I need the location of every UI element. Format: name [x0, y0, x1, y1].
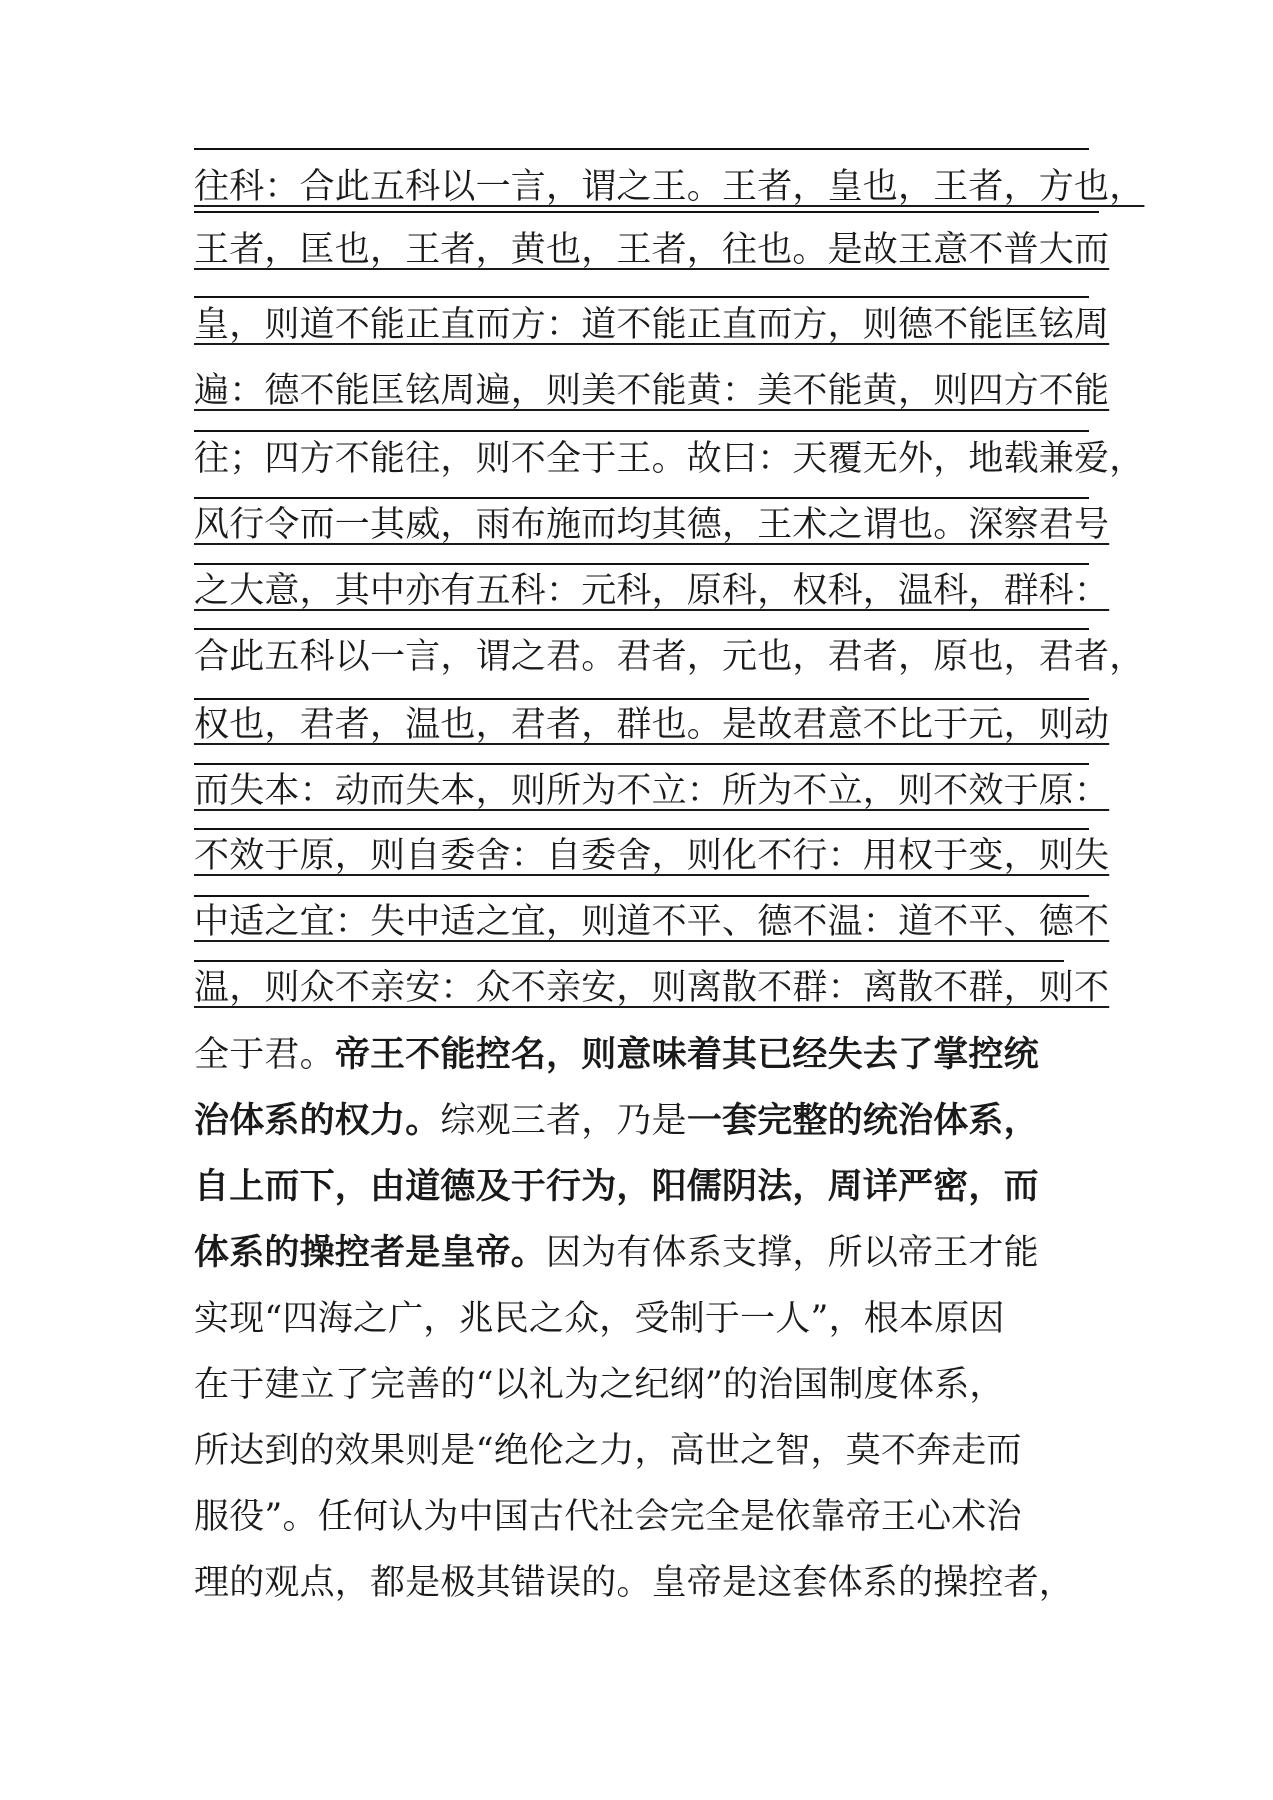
text-line: [194, 162, 1145, 212]
horizontal-rule: [194, 628, 1089, 630]
text-line: [194, 1426, 1094, 1476]
text-segment: 遍：德不能匡铉周遍，则美不能黄：美不能黄，则四方不能: [194, 371, 1110, 411]
text-line: [194, 366, 1110, 416]
horizontal-rule: [194, 497, 1089, 499]
bold-text-segment: 自上而下，由道德及于行为，阳儒阴法，周详严密，而: [194, 1166, 1039, 1207]
text-line: [194, 897, 1110, 947]
horizontal-rule: [194, 763, 1089, 765]
text-segment: 不效于原，则自委舍：自委舍，则化不行：用权于变，则失: [194, 836, 1110, 876]
text-segment: 理的观点，都是极其错误的。皇帝是这套体系的操控者，: [194, 1563, 1075, 1603]
text-line: [194, 700, 1110, 750]
text-segment: 所达到的效果则是“绝伦之力，高世之智，莫不奔走而: [194, 1431, 1022, 1471]
text-line: [194, 225, 1110, 275]
text-line: [194, 500, 1110, 550]
text-segment: 之大意，其中亦有五科：元科，原科，权科，温科，群科：: [194, 571, 1110, 611]
text-line: [194, 1558, 1094, 1608]
horizontal-rule: [194, 296, 1089, 298]
text-line: [194, 300, 1110, 350]
text-line: [194, 434, 1145, 484]
text-line: [194, 566, 1110, 616]
text-line: [194, 1492, 1094, 1542]
text-line: [194, 1360, 1094, 1410]
text-segment: 中适之宜：失中适之宜，则道不平、德不温：道不平、德不: [194, 902, 1110, 942]
text-segment: 权也，君者，温也，君者，群也。是故君意不比于元，则动: [194, 705, 1110, 745]
text-line: [194, 1228, 1094, 1278]
horizontal-rule: [194, 148, 1089, 150]
text-line: [194, 632, 1145, 682]
text-line: [194, 1030, 1094, 1080]
bold-text-segment: 体系的操控者是皇帝。: [194, 1232, 547, 1273]
text-segment: 在于建立了完善的“以礼为之纪纲”的治国制度体系，: [194, 1365, 1005, 1405]
text-line: [194, 1294, 1094, 1344]
text-segment: 皇，则道不能正直而方：道不能正直而方，则德不能匡铉周: [194, 305, 1110, 345]
text-segment: 因为有体系支撑，所以帝王才能: [546, 1233, 1039, 1273]
text-segment: 合此五科以一言，谓之君。君者，元也，君者，原也，君者，: [194, 637, 1145, 677]
text-segment: 实现“四海之广，兆民之众，受制于一人”，根本原因: [194, 1299, 1005, 1339]
horizontal-rule: [194, 430, 1089, 432]
text-line: [194, 963, 1110, 1013]
bold-text-segment: 一套完整的统治体系，: [686, 1100, 1039, 1141]
text-segment: 温，则众不亲安：众不亲安，则离散不群：离散不群，则不: [194, 968, 1110, 1008]
text-line: [194, 766, 1110, 816]
horizontal-rule: [194, 563, 1089, 565]
text-line: [194, 831, 1110, 881]
text-segment: 风行令而一其威，雨布施而均其德，王术之谓也。深察君号: [194, 505, 1110, 545]
bold-text-segment: 帝王不能控名，则意味着其已经失去了掌控统: [334, 1034, 1039, 1075]
horizontal-rule: [194, 828, 1089, 830]
text-segment: 全于君。: [194, 1035, 335, 1075]
text-segment: 王者，匡也，王者，黄也，王者，往也。是故王意不普大而: [194, 230, 1110, 270]
text-segment: 综观三者，乃是: [440, 1101, 687, 1141]
text-segment: 而失本：动而失本，则所为不立：所为不立，则不效于原：: [194, 771, 1110, 811]
text-line: [194, 1162, 1094, 1212]
text-line: [194, 1096, 1094, 1146]
text-segment: 往科：合此五科以一言，谓之王。王者，皇也，王者，方也，: [194, 167, 1145, 207]
horizontal-rule: [194, 960, 1064, 962]
text-segment: 服役”。任何认为中国古代社会完全是依靠帝王心术治: [194, 1497, 1022, 1537]
bold-text-segment: 治体系的权力。: [194, 1100, 441, 1141]
text-segment: 往；四方不能往，则不全于王。故曰：天覆无外，地载兼爱，: [194, 439, 1145, 479]
